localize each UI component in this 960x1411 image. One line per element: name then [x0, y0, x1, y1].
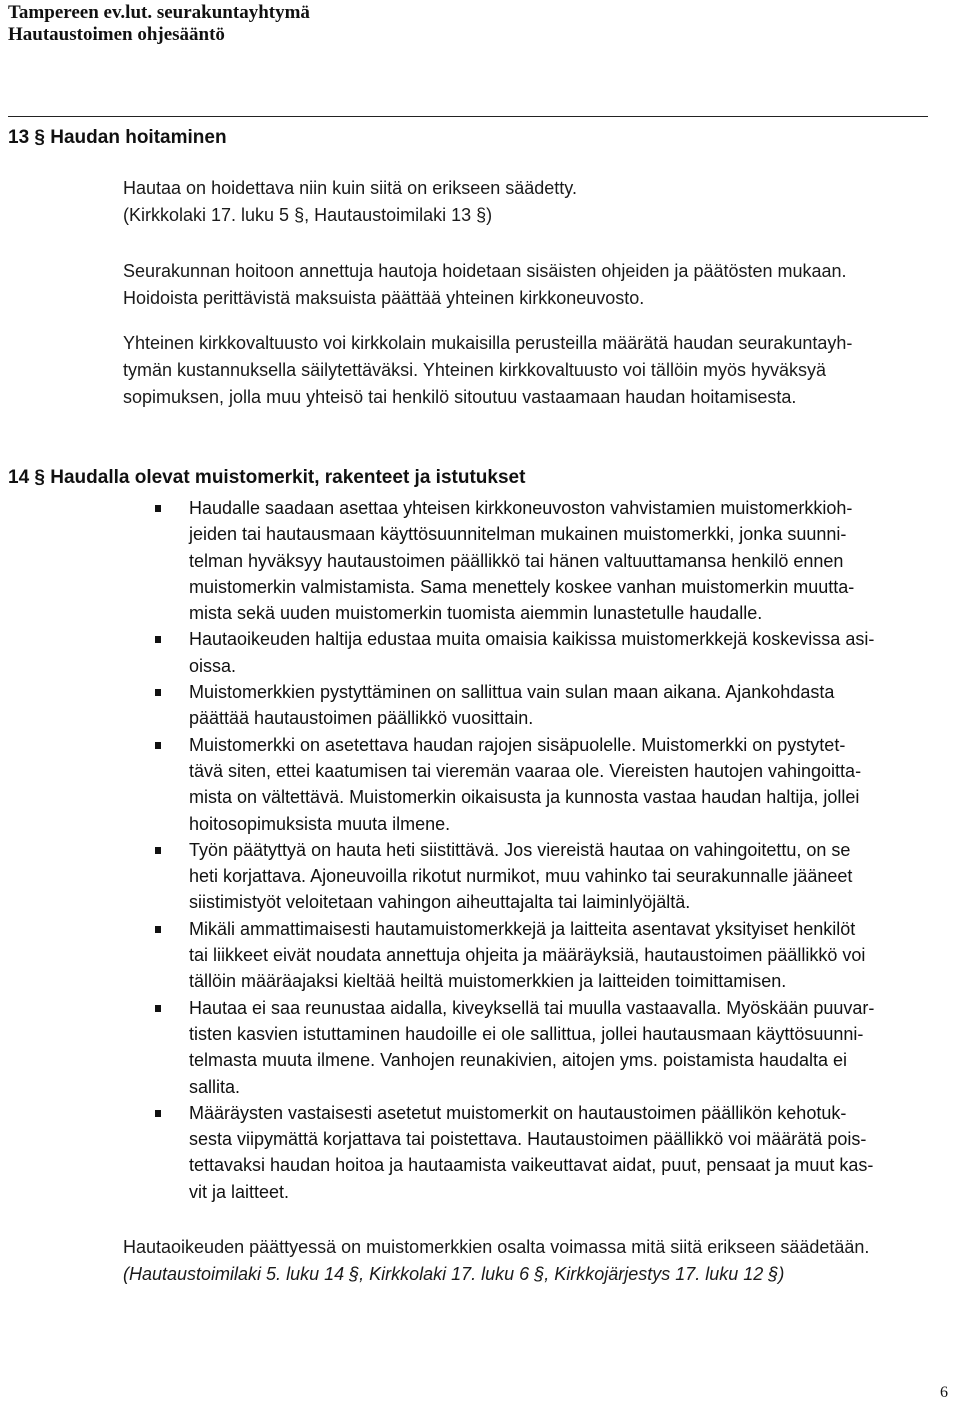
square-bullet-icon	[155, 505, 161, 512]
bullet-line: oissa.	[189, 655, 237, 676]
bullet-item	[155, 626, 874, 679]
bullet-line: vit ja laitteet.	[189, 1181, 290, 1202]
square-bullet-icon	[155, 847, 161, 854]
bullet-item	[155, 1100, 874, 1205]
bullet-line: Työn päätyttyä on hauta heti siistittävä. Jos viereistä hautaa on vahingoitettu, on se	[189, 839, 851, 860]
bullet-line: hoitosopimuksista muuta ilmene.	[189, 813, 451, 834]
bullet-item	[155, 732, 874, 837]
section-13-paragraph-3	[123, 330, 852, 411]
document-title: Hautaustoimen ohjesääntö	[8, 24, 225, 45]
bullet-line: tällöin määräajaksi kieltää heiltä muistomerkkien ja laitteiden toimittamisen.	[189, 971, 787, 992]
bullet-line: Määräysten vastaisesti asetetut muistomerkit on hautaustoimen päällikön kehotuk-	[189, 1102, 847, 1123]
bullet-item	[155, 995, 874, 1100]
paragraph-line: Seurakunnan hoitoon annettuja hautoja hoidetaan sisäisten ohjeiden ja päätösten mukaan.	[123, 261, 847, 281]
bullet-item	[155, 837, 874, 916]
bullet-line: Haudalle saadaan asettaa yhteisen kirkkoneuvoston vahvistamien muistomerkkioh-	[189, 498, 853, 518]
bullet-line: Hautaa ei saa reunustaa aidalla, kiveyksellä tai muulla vastaavalla. Myöskään puuvar-	[189, 997, 875, 1018]
paragraph-line: tymän kustannuksella säilytettäväksi. Yhteinen kirkkovaltuusto voi tällöin myös hyväksyä	[123, 360, 827, 380]
bullet-line: Mikäli ammattimaisesti hautamuistomerkkejä ja laitteita asentavat yksityiset henkilöt	[189, 918, 856, 939]
bullet-line: Muistomerkkien pystyttäminen on sallittua vain sulan maan aikana. Ajankohdasta	[189, 682, 835, 703]
header-divider	[8, 116, 928, 117]
section-14-heading: 14 § Haudalla olevat muistomerkit, rakenteet ja istutukset	[8, 467, 526, 488]
bullet-line: sallita.	[189, 1076, 241, 1097]
bullet-line: telmasta muuta ilmene. Vanhojen reunakivien, aitojen yms. poistamista haudalta ei	[189, 1050, 848, 1071]
bullet-line: siistimistyöt veloitetaan vahingon aiheuttajalta tai laiminlyöjältä.	[189, 892, 691, 913]
square-bullet-icon	[155, 689, 161, 696]
paragraph-line: Yhteinen kirkkovaltuusto voi kirkkolain mukaisilla perusteilla määrätä haudan seurakuntayh-	[123, 333, 853, 353]
section-13-heading: 13 § Haudan hoitaminen	[8, 127, 227, 148]
document-organization: Tampereen ev.lut. seurakuntayhtymä	[8, 2, 310, 23]
bullet-line: Muistomerkki on asetettava haudan rajojen sisäpuolelle. Muistomerkki on pystytet-	[189, 734, 846, 755]
closing-reference-text: (Hautaustoimilaki 5. luku 14 §, Kirkkolaki 17. luku 6 §, Kirkkojärjestys 17. luku 12 §)	[123, 1264, 785, 1284]
bullet-line: tettavaksi haudan hoitoa ja hautaamista vaikeuttavat aidat, puut, pensaat ja muut kas-	[189, 1155, 874, 1176]
section-13-paragraph-2	[123, 258, 847, 312]
closing-text: Hautaoikeuden päättyessä on muistomerkkien osalta voimassa mitä siitä erikseen säädetään.	[123, 1237, 870, 1257]
section-14-closing	[123, 1234, 869, 1261]
bullet-line: muistomerkin valmistamista. Sama menettely koskee vanhan muistomerkin muutta-	[189, 576, 855, 597]
square-bullet-icon	[155, 742, 161, 749]
square-bullet-icon	[155, 1110, 161, 1117]
bullet-item	[155, 916, 874, 995]
bullet-line: mista sekä uuden muistomerkin tuomista aiemmin lunastetulle haudalle.	[189, 603, 763, 624]
section-14-closing-reference	[123, 1261, 784, 1288]
page-number: 6	[940, 1384, 948, 1401]
paragraph-line: Hautaa on hoidettava niin kuin siitä on erikseen säädetty.	[123, 178, 577, 198]
bullet-line: Hautaoikeuden haltija edustaa muita omaisia kaikissa muistomerkkejä koskevissa asi-	[189, 629, 875, 650]
bullet-item	[155, 495, 874, 626]
square-bullet-icon	[155, 926, 161, 933]
bullet-line: päättää hautaustoimen päällikkö vuosittain.	[189, 708, 534, 729]
paragraph-line: (Kirkkolaki 17. luku 5 §, Hautaustoimilaki 13 §)	[123, 205, 493, 225]
bullet-item	[155, 679, 874, 732]
page-header	[8, 2, 310, 46]
bullet-line: tisten kasvien istuttaminen haudoille ei ole sallittua, jollei hautausmaan käyttösuunni-	[189, 1023, 864, 1044]
section-14-bullet-list	[155, 495, 874, 1205]
bullet-line: telman hyväksyy hautaustoimen päällikkö tai hänen valtuuttamansa henkilö ennen	[189, 550, 844, 571]
bullet-line: mista on vältettävä. Muistomerkin oikaisusta ja kunnosta vastaa haudan haltija, jollei	[189, 787, 860, 808]
bullet-line: tävä siten, ettei kaatumisen tai vieremän vaaraa ole. Viereisten hautojen vahingoitta-	[189, 760, 862, 781]
paragraph-line: Hoidoista perittävistä maksuista päättää yhteinen kirkkoneuvosto.	[123, 288, 645, 308]
bullet-line: jeiden tai hautausmaan käyttösuunnitelman mukainen muistomerkki, jonka suunni-	[189, 524, 847, 545]
bullet-line: tai liikkeet eivät noudata annettuja ohjeita ja määräyksiä, hautaustoimen päällikkö voi	[189, 945, 866, 966]
section-13-paragraph-1	[123, 175, 577, 229]
bullet-line: sesta viipymättä korjattava tai poistettava. Hautaustoimen päällikkö voi määrätä pois-	[189, 1129, 867, 1150]
bullet-line: heti korjattava. Ajoneuvoilla rikotut nurmikot, muu vahinko tai seurakunnalle jääneet	[189, 866, 853, 887]
square-bullet-icon	[155, 636, 161, 643]
paragraph-line: sopimuksen, jolla muu yhteisö tai henkilö sitoutuu vastaamaan haudan hoitamisesta.	[123, 387, 797, 407]
square-bullet-icon	[155, 1005, 161, 1012]
